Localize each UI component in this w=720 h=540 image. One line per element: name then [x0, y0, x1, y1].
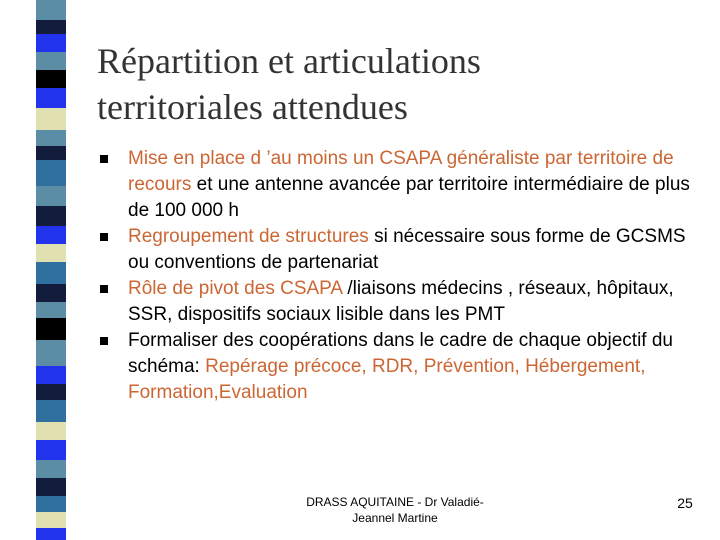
bullet-item [96, 224, 708, 276]
square-bullet-icon [100, 285, 108, 293]
slide-title-line-1: Répartition et articulations [97, 41, 481, 81]
bullet-text: /liaisons médecins , réseaux, hôpitaux, SSR, dispositifs sociaux lisible dans les PMT [128, 278, 674, 325]
strip-block [36, 460, 66, 478]
square-bullet-icon [100, 233, 108, 241]
strip-block [36, 384, 66, 400]
decorative-color-strip [36, 0, 66, 540]
strip-block [36, 186, 66, 206]
bullet-text-highlighted: Rôle de pivot des CSAPA [128, 278, 348, 299]
slide-title-line-2: territoriales attendues [97, 87, 408, 127]
strip-block [36, 512, 66, 528]
bullet-text: Formaliser des coopérations dans le cadre de chaque objectif du schéma: [128, 330, 673, 377]
slide-title [97, 38, 697, 130]
strip-block [36, 70, 66, 88]
slide-footer [270, 494, 520, 526]
strip-block [36, 34, 66, 52]
square-bullet-icon [100, 155, 108, 163]
strip-block [36, 340, 66, 366]
strip-block [36, 206, 66, 226]
strip-block [36, 528, 66, 540]
strip-block [36, 244, 66, 262]
strip-block [36, 440, 66, 460]
strip-block [36, 496, 66, 512]
strip-block [36, 20, 66, 34]
square-bullet-icon [100, 337, 108, 345]
footer-line-2: Jeannel Martine [352, 511, 438, 525]
strip-block [36, 284, 66, 302]
strip-block [36, 478, 66, 496]
bullet-text: si nécessaire sous forme de GCSMS ou conventions de partenariat [128, 226, 686, 273]
footer-line-1: DRASS AQUITAINE - Dr Valadié- [306, 495, 484, 509]
bullet-text-highlighted: Repérage précoce, RDR, Prévention, Hébergement, Formation,Evaluation [128, 356, 646, 403]
bullet-text-highlighted: Regroupement de structures [128, 226, 369, 247]
strip-block [36, 52, 66, 70]
bullet-text: et une antenne avancée par territoire intermédiaire de plus de 100 000 h [128, 174, 690, 221]
bullet-text-highlighted: Mise en place d ’au moins un CSAPA généraliste par territoire de recours [128, 148, 674, 195]
strip-block [36, 130, 66, 146]
bullet-item [96, 276, 708, 328]
strip-block [36, 88, 66, 108]
strip-block [36, 262, 66, 284]
page-number: 25 [677, 495, 693, 511]
strip-block [36, 318, 66, 340]
strip-block [36, 226, 66, 244]
strip-block [36, 146, 66, 160]
strip-block [36, 366, 66, 384]
strip-block [36, 0, 66, 20]
strip-block [36, 400, 66, 422]
bullet-item [96, 146, 708, 224]
strip-block [36, 302, 66, 318]
strip-block [36, 422, 66, 440]
strip-block [36, 160, 66, 186]
strip-block [36, 108, 66, 130]
bullet-item [96, 328, 708, 406]
bullet-list [96, 146, 708, 406]
